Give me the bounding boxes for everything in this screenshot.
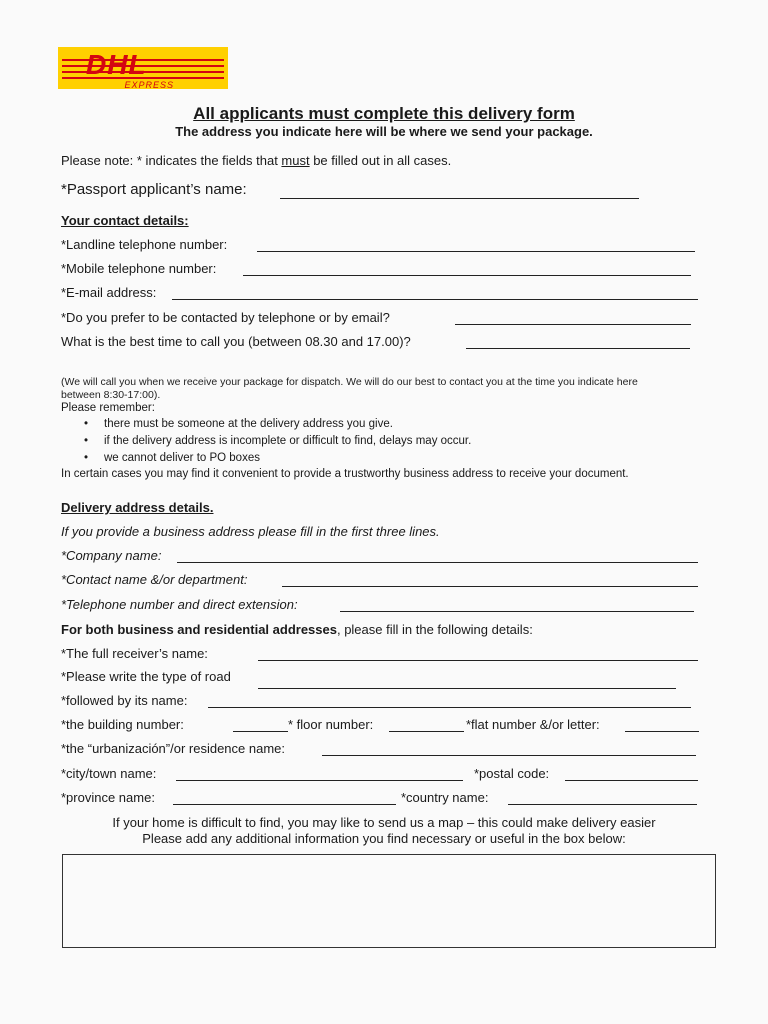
- additional-info-note: Please add any additional information you find necessary or useful in the box below:: [142, 831, 626, 846]
- list-item: • we cannot deliver to PO boxes: [84, 450, 471, 467]
- country-label: *country name:: [401, 790, 489, 805]
- prefer-contact-field[interactable]: [455, 324, 691, 325]
- both-addresses-note: For both business and residential addresses, please fill in the following details:: [61, 622, 533, 637]
- urbanizacion-field[interactable]: [322, 755, 696, 756]
- business-note: In certain cases you may find it convenient to provide a trustworthy business address to receive your document.: [61, 468, 629, 480]
- mobile-label: *Mobile telephone number:: [61, 261, 217, 276]
- dispatch-note-line2: between 8:30-17:00).: [61, 389, 161, 401]
- floor-field[interactable]: [389, 731, 464, 732]
- road-name-field[interactable]: [208, 707, 691, 708]
- flat-field[interactable]: [625, 731, 699, 732]
- province-field[interactable]: [173, 804, 396, 805]
- receiver-label: *The full receiver’s name:: [61, 646, 208, 661]
- remember-label: Please remember:: [61, 402, 155, 414]
- page-subtitle: The address you indicate here will be where we send your package.: [175, 124, 593, 139]
- contact-name-label: *Contact name &/or department:: [61, 572, 248, 587]
- landline-label: *Landline telephone number:: [61, 237, 228, 252]
- flat-label: *flat number &/or letter:: [466, 717, 600, 732]
- map-note: If your home is difficult to find, you may like to send us a map – this could make delivery easier: [112, 815, 656, 830]
- city-field[interactable]: [176, 780, 463, 781]
- company-label: *Company name:: [61, 548, 162, 563]
- logo-sub: EXPRESS: [124, 80, 174, 90]
- list-item: • there must be someone at the delivery address you give.: [84, 416, 471, 433]
- page-title: All applicants must complete this delivery form: [193, 104, 575, 123]
- road-type-field[interactable]: [258, 688, 676, 689]
- postal-field[interactable]: [565, 780, 698, 781]
- receiver-field[interactable]: [258, 660, 698, 661]
- logo-word: DHL: [86, 49, 147, 80]
- road-name-label: *followed by its name:: [61, 693, 188, 708]
- country-field[interactable]: [508, 804, 697, 805]
- telephone-label: *Telephone number and direct extension:: [61, 597, 298, 612]
- telephone-field[interactable]: [340, 611, 694, 612]
- passport-name-field[interactable]: [280, 198, 639, 199]
- business-hint: If you provide a business address please fill in the first three lines.: [61, 524, 440, 539]
- required-note: Please note: * indicates the fields that must be filled out in all cases.: [61, 153, 452, 168]
- contact-name-field[interactable]: [282, 586, 698, 587]
- building-label: *the building number:: [61, 717, 184, 732]
- additional-info-box[interactable]: [62, 854, 716, 948]
- province-label: *province name:: [61, 790, 155, 805]
- postal-label: *postal code:: [474, 766, 550, 781]
- city-label: *city/town name:: [61, 766, 157, 781]
- contact-heading: Your contact details:: [61, 213, 189, 228]
- urbanizacion-label: *the “urbanización”/or residence name:: [61, 741, 286, 756]
- floor-label: * floor number:: [288, 717, 374, 732]
- list-item: • if the delivery address is incomplete or difficult to find, delays may occur.: [84, 433, 471, 450]
- road-type-label: *Please write the type of road: [61, 669, 231, 684]
- best-time-field[interactable]: [466, 348, 690, 349]
- best-time-label: What is the best time to call you (between 08.30 and 17.00)?: [61, 334, 411, 349]
- email-label: *E-mail address:: [61, 285, 157, 300]
- building-field[interactable]: [233, 731, 288, 732]
- mobile-field[interactable]: [243, 275, 691, 276]
- delivery-heading: Delivery address details.: [61, 500, 214, 515]
- prefer-contact-label: *Do you prefer to be contacted by telephone or by email?: [61, 310, 390, 325]
- dispatch-note-line1: (We will call you when we receive your package for dispatch. We will do our best to contact you at the time you indicate here: [61, 376, 638, 388]
- passport-name-label: *Passport applicant’s name:: [61, 181, 247, 198]
- company-field[interactable]: [177, 562, 698, 563]
- email-field[interactable]: [172, 299, 698, 300]
- dhl-logo: [58, 47, 228, 89]
- remember-list: [84, 416, 471, 467]
- landline-field[interactable]: [257, 251, 695, 252]
